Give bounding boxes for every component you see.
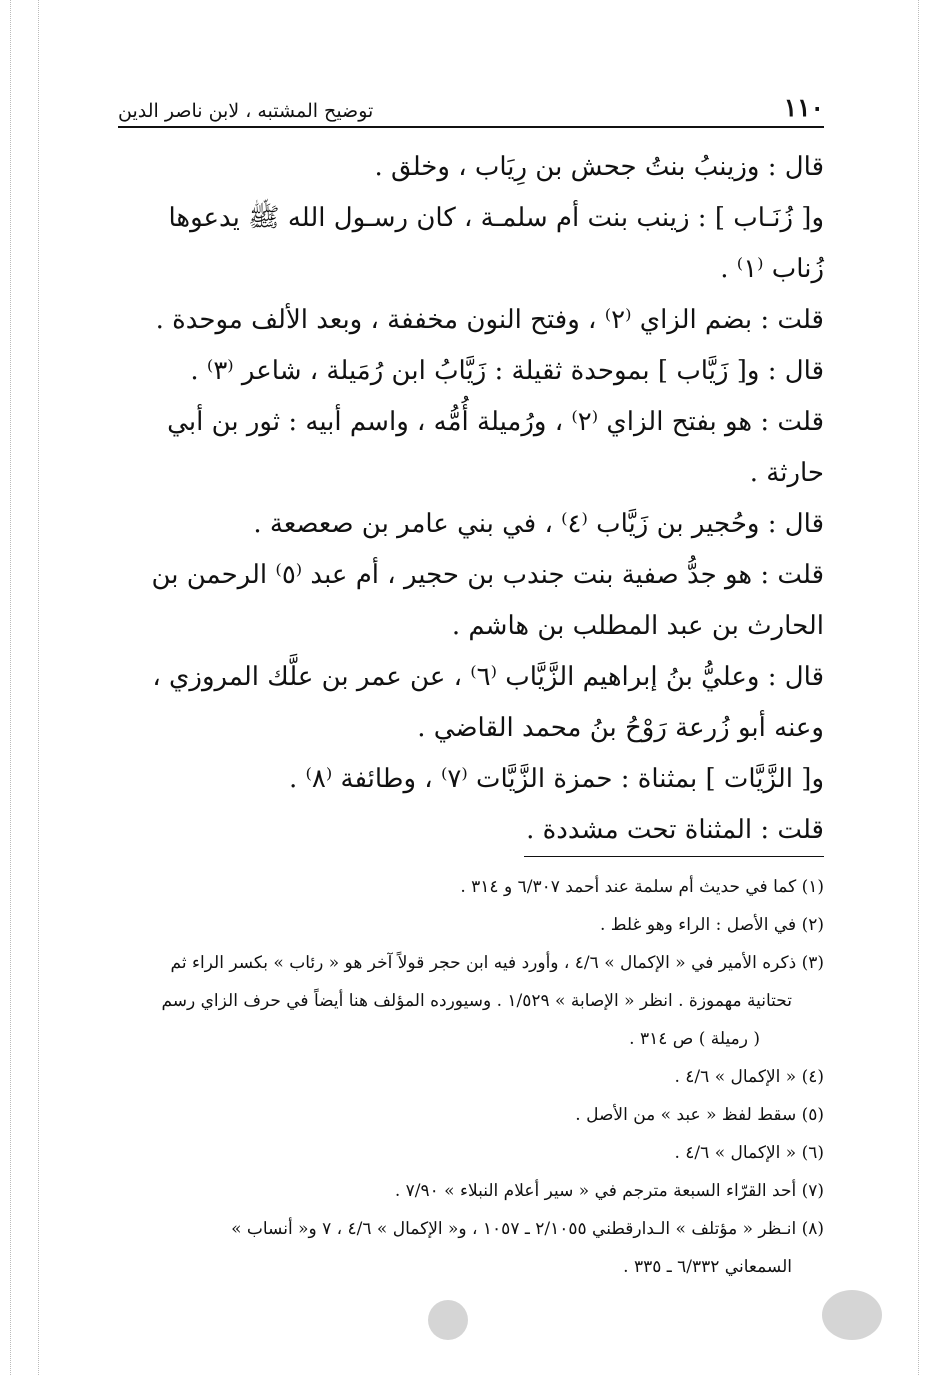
- text-line: و[ زُنَـاب ] : زينب بنت أم سلمـة ، كان رسـول الله ﷺ يدعوها: [168, 203, 824, 233]
- scan-noise: [822, 1290, 882, 1340]
- running-title: توضيح المشتبه ، لابن ناصر الدين: [118, 100, 374, 122]
- footnote: (٣) ذكره الأمير في « الإكمال » ٤/٦ ، وأورد فيه ابن حجر قولاً آخر هو « رئاب » بكسر الراء ثم: [170, 953, 824, 973]
- text-line: وعنه أبو زُرعة رَوْحُ بنُ محمد القاضي .: [417, 713, 824, 743]
- text-line: قلت : المثناة تحت مشددة .: [526, 815, 824, 845]
- footnote: (١) كما في حديث أم سلمة عند أحمد ٦/٣٠٧ و ٣١٤ .: [460, 877, 824, 897]
- text-line: قال : وحُجير بن زَيَّاب ⁽٤⁾ ، في بني عامر بن صعصعة .: [253, 509, 824, 539]
- main-text: [124, 142, 824, 856]
- text-line: حارثة .: [749, 458, 824, 488]
- page-header: [118, 86, 824, 122]
- text-line: قال : وزينبُ بنتُ جحش بن رِيَاب ، وخلق .: [374, 152, 824, 182]
- scan-noise: [428, 1300, 468, 1340]
- text-line: قال : وعليُّ بنُ إبراهيم الزَّيَّاب ⁽٦⁾ ، عن عمر بن علَّك المروزي ،: [152, 662, 824, 692]
- footnote-continuation: السمعاني ٦/٣٣٢ ـ ٣٣٥ .: [623, 1257, 792, 1277]
- footnote: (٥) سقط لفظ « عبد » من الأصل .: [575, 1105, 824, 1125]
- text-line: قلت : هو جدُّ صفية بنت جندب بن حجير ، أم عبد ⁽٥⁾ الرحمن بن: [151, 560, 824, 590]
- text-line: قال : و[ زَيَّاب ] بموحدة ثقيلة : زَيَّابُ ابن رُمَيلة ، شاعر ⁽٣⁾ .: [190, 356, 824, 386]
- text-line: الحارث بن عبد المطلب بن هاشم .: [451, 611, 824, 641]
- header-rule: [118, 126, 824, 128]
- footnote: (٢) في الأصل : الراء وهو غلط .: [599, 915, 824, 935]
- text-line: قلت : بضم الزاي ⁽٢⁾ ، وفتح النون مخففة ، وبعد الألف موحدة .: [155, 305, 824, 335]
- text-line: قلت : هو بفتح الزاي ⁽٢⁾ ، ورُميلة أُمُّه ، واسم أبيه : ثور بن أبي: [167, 407, 824, 437]
- footnote-continuation: تحتانية مهموزة . انظر « الإصابة » ١/٥٢٩ . وسيورده المؤلف هنا أيضاً في حرف الزاي رسم: [161, 991, 792, 1011]
- footnotes: [124, 868, 824, 1286]
- footnote: (٤) « الإكمال » ٤/٦ .: [674, 1067, 824, 1087]
- scan-edge-line: [38, 0, 39, 1375]
- text-line: زُناب ⁽١⁾ .: [720, 254, 824, 284]
- footnote: (٦) « الإكمال » ٤/٦ .: [674, 1143, 824, 1163]
- footnote-continuation: ( رميلة ) ص ٣١٤ .: [629, 1029, 760, 1049]
- footnote: (٨) انـظر « مؤتلف » الـدارقطني ٢/١٠٥٥ ـ ١٠٥٧ ، و« الإكمال » ٤/٦ ، ٧ و« أنساب »: [231, 1219, 824, 1239]
- footnote: (٧) أحد القرّاء السبعة مترجم في « سير أعلام النبلاء » ٧/٩٠ .: [394, 1181, 824, 1201]
- page-number: ١١٠: [783, 93, 824, 122]
- footnote-rule: [524, 856, 824, 857]
- text-line: و[ الزَّيَّات ] بمثناة : حمزة الزَّيَّات ⁽٧⁾ ، وطائفة ⁽٨⁾ .: [289, 764, 824, 794]
- scan-edge-line: [10, 0, 11, 1375]
- scan-edge-line: [918, 0, 919, 1375]
